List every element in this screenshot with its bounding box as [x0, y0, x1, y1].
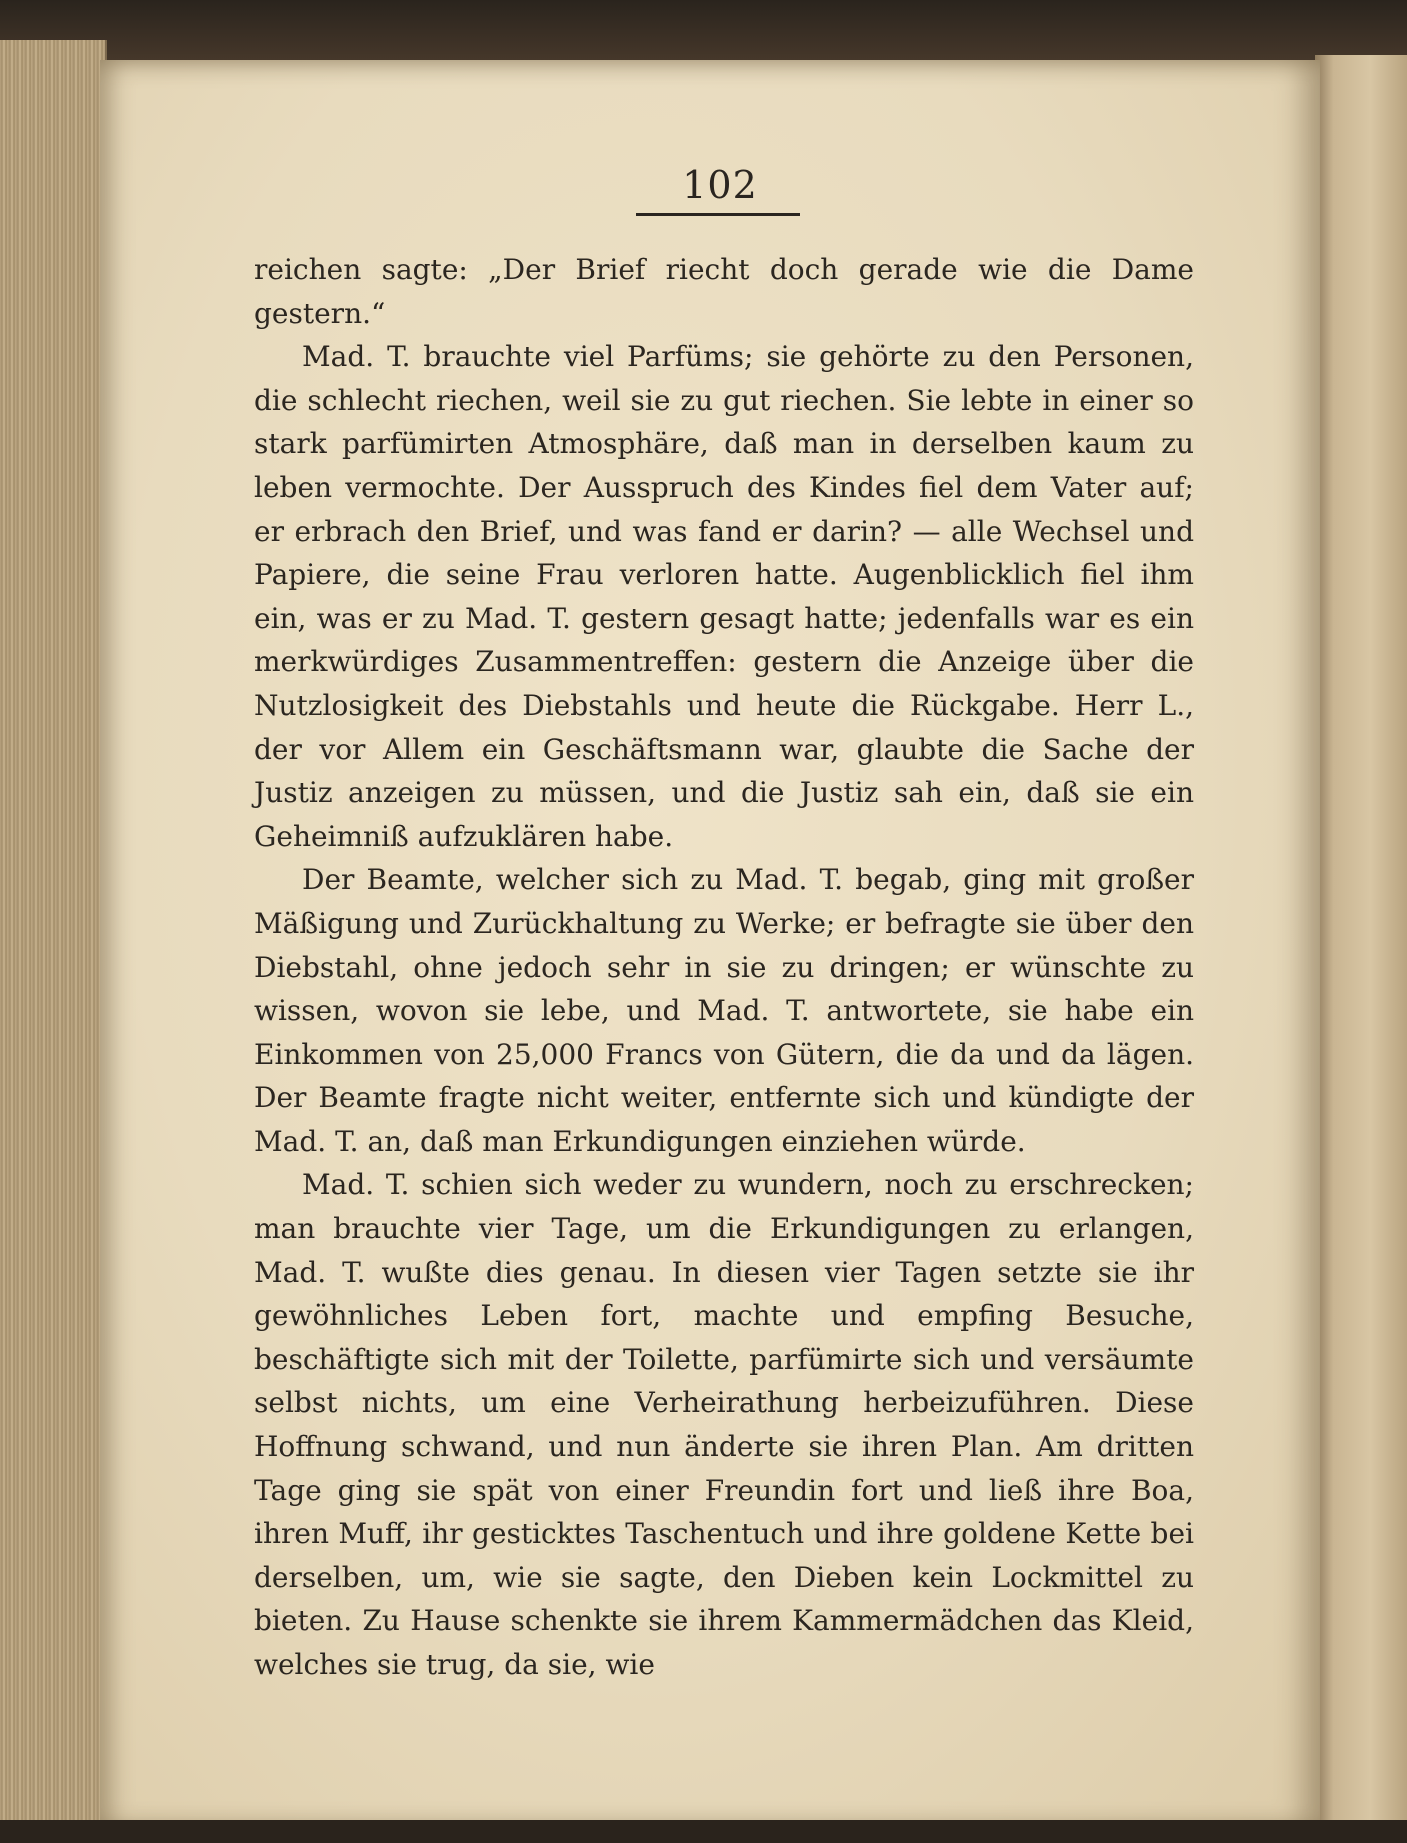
paragraph-1: reichen sagte: „Der Brief riecht doch gerade wie die Dame gestern.“	[254, 253, 1194, 330]
book-gutter	[1315, 55, 1407, 1835]
page-edges	[0, 40, 107, 1830]
page-body	[254, 248, 1194, 1687]
paragraph-3: Der Beamte, welcher sich zu Mad. T. begab, ging mit großer Mäßigung und Zurückhaltung zu Werke; er befragte sie über den Diebstahl, ohne jedoch sehr in sie zu dringen; er wünschte zu wissen, wovon sie lebe, und Mad. T. antwortete, sie habe ein Einkommen von 25,000 Francs von Gütern, die da und da lägen. Der Beamte fragte nicht weiter, entfernte sich und kündigte der Mad. T. an, daß man Erkundigungen einziehen würde.	[254, 863, 1194, 1158]
header-rule	[636, 213, 800, 216]
paragraph-4: Mad. T. schien sich weder zu wundern, noch zu erschrecken; man brauchte vier Tage, um die Erkundigungen zu erlangen, Mad. T. wußte dies genau. In diesen vier Tagen setzte sie ihr gewöhnliches Leben fort, machte und empfing Besuche, beschäftigte sich mit der Toilette, parfümirte sich und versäumte selbst nichts, um eine Verheirathung herbeizuführen. Diese Hoffnung schwand, und nun änderte sie ihren Plan. Am dritten Tage ging sie spät von einer Freundin fort und ließ ihre Boa, ihren Muff, ihr gesticktes Taschentuch und ihre goldene Kette bei derselben, um, wie sie sagte, den Dieben kein Lockmittel zu bieten. Zu Hause schenkte sie ihrem Kammermädchen das Kleid, welches sie trug, da sie, wie	[254, 1168, 1194, 1681]
paragraph-2: Mad. T. brauchte viel Parfüms; sie gehörte zu den Personen, die schlecht riechen, weil sie zu gut riechen. Sie lebte in einer so stark parfümirten Atmosphäre, daß man in derselben kaum zu leben vermochte. Der Ausspruch des Kindes fiel dem Vater auf; er erbrach den Brief, und was fand er darin? — alle Wechsel und Papiere, die seine Frau verloren hatte. Augenblicklich fiel ihm ein, was er zu Mad. T. gestern gesagt hatte; jedenfalls war es ein merkwürdiges Zusammentreffen: gestern die Anzeige über die Nutzlosigkeit des Diebstahls und heute die Rückgabe. Herr L., der vor Allem ein Geschäftsmann war, glaubte die Sache der Justiz anzeigen zu müssen, und die Justiz sah ein, daß sie ein Geheimniß aufzuklären habe.	[254, 340, 1194, 853]
page-number: 102	[682, 163, 758, 207]
book-cover-bottom	[0, 1820, 1407, 1843]
